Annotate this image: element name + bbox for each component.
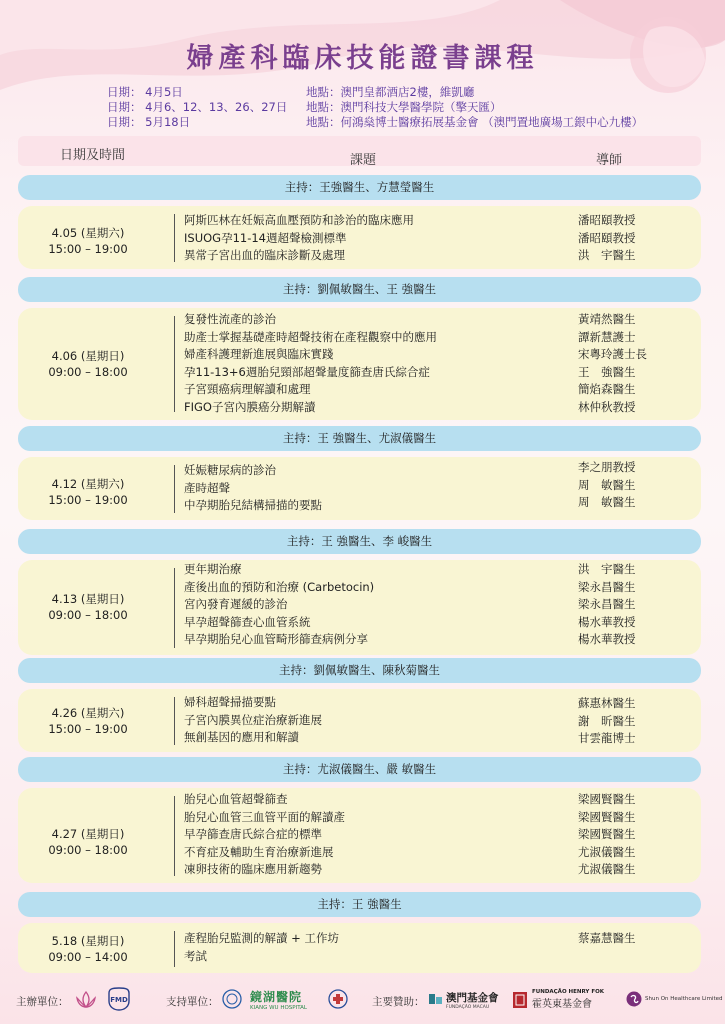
- topic-item: 妊娠糖尿病的診治: [184, 463, 276, 477]
- divider-line: [174, 568, 175, 648]
- session-topics: [184, 462, 574, 515]
- speaker-item: 蘇惠林醫生: [578, 696, 636, 710]
- page-title: 婦產科臨床技能證書課程: [186, 43, 539, 74]
- speaker-item: 宋粵玲護士長: [578, 347, 647, 361]
- topic-item: 复發性流產的診治: [184, 312, 276, 326]
- session-block: [18, 457, 701, 520]
- footer: [0, 985, 725, 1017]
- divider-line: [174, 931, 175, 967]
- divider-line: [174, 465, 175, 513]
- session-speakers: [578, 311, 688, 416]
- shun-on-label: Shun On Healthcare Limited: [645, 996, 723, 1002]
- session-block: [18, 308, 701, 420]
- session-topics: [184, 561, 574, 649]
- topic-item: 孕11-13+6週胎兒頸部超聲量度篩查唐氏綜合症: [184, 364, 430, 379]
- speaker-item: 王 強醫生: [578, 364, 636, 379]
- session-speakers: [578, 561, 688, 649]
- speaker-item: 蔡嘉慧醫生: [578, 931, 636, 945]
- speaker-item: 潘昭頤教授: [578, 230, 636, 245]
- header-date-time: 日期及時間: [60, 148, 126, 163]
- lotus-logo-icon: [74, 988, 98, 1012]
- session-speakers: [578, 212, 688, 265]
- svg-text:FMD: FMD: [110, 996, 128, 1004]
- session-topics: [184, 212, 574, 265]
- table-header: [18, 136, 701, 166]
- topic-item: 產程胎兒監測的解讀 + 工作坊: [184, 931, 339, 945]
- henry-fok-logo: FUNDAÇÃO HENRY FOK 霍英東基金會: [532, 989, 605, 1010]
- speaker-item: 梁國賢醫生: [578, 827, 636, 841]
- divider-line: [174, 796, 175, 876]
- speaker-item: 梁永昌醫生: [578, 579, 636, 594]
- topic-item: 中孕期胎兒結構掃描的要點: [184, 498, 322, 512]
- topic-item: 早孕篩查唐氏綜合症的標準: [184, 827, 322, 841]
- header-topic: 課題: [350, 153, 377, 168]
- speaker-item: 潘昭頤教授: [578, 213, 636, 227]
- topic-item: 考試: [184, 948, 207, 963]
- speaker-item: 簡焰森醫生: [578, 382, 636, 396]
- session-topics: [184, 930, 574, 965]
- session-date: 4.05 (星期六) 15:00 – 19:00: [48, 226, 128, 256]
- topic-item: 異常子宮出血的臨床診斷及處理: [184, 248, 345, 262]
- speaker-item: 尤淑儀醫生: [578, 862, 636, 876]
- speaker-item: 梁永昌醫生: [578, 597, 636, 611]
- topic-item: 早孕期胎兒心血管畸形篩查病例分享: [184, 632, 368, 646]
- session-topics: [184, 791, 574, 879]
- topic-item: 產時超聲: [184, 480, 230, 495]
- session-host-bar: 主持：王 強醫生、尤淑儀醫生: [18, 426, 701, 451]
- speaker-item: 林仲秋教授: [578, 399, 636, 414]
- divider-line: [174, 214, 175, 262]
- divider-line: [174, 697, 175, 745]
- topic-item: 胎兒心血管三血管平面的解讀產: [184, 809, 345, 824]
- topic-item: 婦產科護理新進展與臨床實踐: [184, 347, 334, 361]
- topic-item: ISUOG孕11-14週超聲檢測標準: [184, 230, 347, 245]
- topic-item: 凍卵技術的臨床應用新趨勢: [184, 862, 322, 876]
- session-topics: [184, 311, 574, 416]
- topic-item: 阿斯匹林在妊娠高血壓預防和診治的臨床應用: [184, 213, 414, 227]
- fmd-logo-icon: [108, 987, 130, 1011]
- speaker-item: 楊水華教授: [578, 614, 636, 629]
- kiang-wu-logo: 鏡湖醫院 KIANG WU HOSPITAL: [250, 990, 307, 1011]
- topic-item: FIGO子宮內膜癌分期解讀: [184, 399, 316, 414]
- venue-row-1: 地點：澳門皇都酒店2樓，維凱廳: [306, 85, 475, 99]
- topic-item: 婦科超聲掃描要點: [184, 695, 276, 709]
- session-date: 4.27 (星期日) 09:00 – 18:00: [48, 827, 128, 857]
- topic-item: 產後出血的預防和治療 (Carbetocin): [184, 579, 375, 594]
- session-block: [18, 923, 701, 973]
- session-block: [18, 560, 701, 655]
- session-host-bar: 主持：王 強醫生、李 峻醫生: [18, 529, 701, 554]
- speaker-item: 甘雲龍博士: [578, 731, 636, 745]
- shun-on-logo-icon: [626, 991, 642, 1007]
- venue-row-2: 地點：澳門科技大學醫學院（擎天匯）: [306, 100, 502, 114]
- session-speakers: [578, 791, 688, 879]
- session-block: [18, 206, 701, 269]
- topic-item: 宮內發育遲緩的診治: [184, 597, 288, 611]
- session-date: 4.06 (星期日) 09:00 – 18:00: [48, 349, 128, 379]
- speaker-item: 李之朋教授: [578, 460, 636, 474]
- date-row-2: 日期： 4月6、12、13、26、27日: [107, 100, 288, 114]
- topic-item: 子宮頸癌病理解讀和處理: [184, 382, 311, 396]
- session-date: 4.26 (星期六) 15:00 – 19:00: [48, 706, 128, 736]
- speaker-item: 周 敏醫生: [578, 495, 636, 509]
- topic-item: 無創基因的應用和解讀: [184, 730, 299, 744]
- session-topics: [184, 694, 574, 747]
- topic-item: 不育症及輔助生育治療新進展: [184, 844, 334, 859]
- speaker-item: 黃靖然醫生: [578, 312, 636, 326]
- speaker-item: 楊水華教授: [578, 632, 636, 646]
- session-host-bar: 主持：劉佩敏醫生、王 強醫生: [18, 277, 701, 302]
- topic-item: 早孕超聲篩查心血管系統: [184, 614, 311, 629]
- university-seal-icon: [222, 989, 242, 1009]
- speaker-item: 譚新慧護士: [578, 329, 636, 344]
- speaker-item: 梁國賢醫生: [578, 792, 636, 806]
- session-host-bar: 主持：尤淑儀醫生、嚴 敏醫生: [18, 757, 701, 782]
- date-row-3: 日期： 5月18日: [107, 115, 191, 129]
- session-block: [18, 788, 701, 883]
- session-speakers: [578, 695, 688, 748]
- session-speakers: [578, 459, 688, 512]
- date-row-1: 日期： 4月5日: [107, 85, 183, 99]
- red-cross-seal-icon: [328, 989, 348, 1009]
- venue-row-3: 地點：何鴻燊博士醫療拓展基金會 （澳門置地廣場工銀中心九樓）: [306, 115, 644, 129]
- speaker-item: 洪 宇醫生: [578, 248, 636, 262]
- session-date: 5.18 (星期日) 09:00 – 14:00: [48, 934, 128, 964]
- session-block: [18, 689, 701, 752]
- support-label: 支持單位：: [166, 996, 219, 1008]
- speaker-item: 謝 昕醫生: [578, 713, 636, 728]
- divider-line: [174, 316, 175, 412]
- venues-info: [306, 85, 643, 130]
- speaker-item: 洪 宇醫生: [578, 562, 636, 576]
- sponsor-label: 主要贊助：: [372, 996, 425, 1008]
- session-host-bar: 主持：劉佩敏醫生、陳秋菊醫生: [18, 658, 701, 683]
- dates-info: [107, 85, 287, 130]
- speaker-item: 梁國賢醫生: [578, 809, 636, 824]
- header-speaker: 導師: [596, 153, 623, 168]
- session-speakers: [578, 930, 688, 948]
- topic-item: 助產士掌握基礎產時超聲技術在產程觀察中的應用: [184, 329, 437, 344]
- henry-fok-seal-icon: [512, 991, 528, 1009]
- topic-item: 子宮內膜異位症治療新進展: [184, 712, 322, 727]
- speaker-item: 尤淑儀醫生: [578, 844, 636, 859]
- topic-item: 胎兒心血管超聲篩查: [184, 792, 288, 806]
- session-date: 4.12 (星期六) 15:00 – 19:00: [48, 477, 128, 507]
- session-host-bar: 主持：王強醫生、方慧瑩醫生: [18, 175, 701, 200]
- macau-foundation-icon: [428, 991, 444, 1007]
- topic-item: 更年期治療: [184, 562, 242, 576]
- session-host-bar: 主持：王 強醫生: [18, 892, 701, 917]
- macau-foundation-logo: 澳門基金會 FUNDAÇÃO MACAU: [446, 992, 499, 1010]
- speaker-item: 周 敏醫生: [578, 477, 636, 492]
- organizer-label: 主辦單位：: [16, 996, 69, 1008]
- session-date: 4.13 (星期日) 09:00 – 18:00: [48, 592, 128, 622]
